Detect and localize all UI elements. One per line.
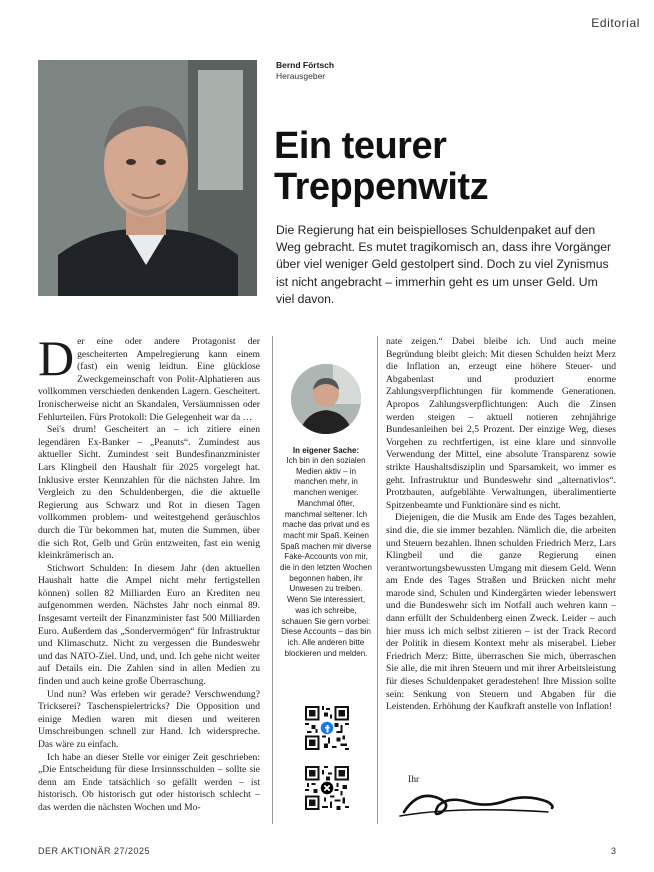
sidebar-title: In eigener Sache: bbox=[292, 446, 360, 455]
facebook-qr-code[interactable] bbox=[305, 706, 349, 750]
author-name: Bernd Förtsch bbox=[276, 60, 335, 70]
closing-salutation: Ihr bbox=[408, 774, 420, 785]
paragraph: Und nun? Was erleben wir gerade? Verschwendung? Trickserei? Taschenspielertricks? Die Opposition und einige Medien waren mit diesen und weiteren Umschreibungen schnell zur Hand. Ich widerspreche. Das wäre zu einfach. bbox=[38, 688, 260, 750]
headline-line-1: Ein teurer bbox=[274, 125, 447, 167]
lead-paragraph: Die Regierung hat ein beispielloses Schuldenpaket auf den Weg gebracht. Es mutet tragikomisch an, dass ihre Vorgänger über viel weniger Geld gestolpert sind. Doch zu viel Zynismus ist nicht angebracht – immerhin geht es um unser Geld. Um viel davon. bbox=[276, 223, 612, 306]
section-label: Editorial bbox=[591, 16, 640, 30]
x-qr-code[interactable] bbox=[305, 766, 349, 810]
paragraph: Ich habe an dieser Stelle vor einiger Zeit geschrieben: „Die Entscheidung für diese Irrsinnsschulden – sollte sie denn am Ende tatsächlich so gefällt werden – ist historisch. Ob historisch gut oder historisch schlecht – das werden die nächsten Wochen und Mo- bbox=[38, 751, 260, 813]
article-column-right bbox=[386, 336, 616, 714]
footer-publication: DER AKTIONÄR 27/2025 bbox=[38, 846, 151, 856]
paragraph: nate zeigen.“ Dabei bleibe ich. Und auch meine Begründung bleibt gleich: Mit diesen Schulden heizt Merz die Inflation an, erzeugt eine höhere Steuer- und Abgabenlast und produziert enorme Zahlungsverpflichtungen für kommende Generationen. Apropos Zahlungsverpflichtungen: Auch die Zinsen werden steigen – aktuell notieren zehnjährige Bundesanleihen bei 2,5 Prozent. Der einzige Weg, dieses Vorgehen zu rechtfertigen, ist eine klare und sinnvolle Verwendung der Mittel, eine absolute Transparenz sowie strikte Haushaltsdisziplin und Sparsamkeit, wo immer es geht. Infrastruktur und Bundeswehr sind „alternativlos“. Protzbauten, aufgeblähte Verwaltungen, überalimentierte Spitzenbeamte und Funktionäre sind es nicht. bbox=[386, 336, 616, 511]
headline-line-2: Treppenwitz bbox=[274, 166, 489, 208]
author-role: Herausgeber bbox=[276, 71, 326, 81]
paragraph: Der eine oder andere Protagonist der gescheiterten Ampelregierung kann einem (fast) ein wenig leidtun. Eine glücklose Zweckgemeinschaft von Polit-Alphatieren aus vollkommen verschieden denkenden Lagern. Gescheitert. Ironischerweise nicht an Skandalen, Versäumnissen oder Fehlurteilen. Fürs Protokoll: Die Gelegenheit war da … bbox=[38, 330, 260, 423]
drop-cap: D bbox=[38, 330, 75, 386]
sidebar-photo bbox=[291, 364, 361, 434]
column-divider bbox=[272, 336, 273, 824]
paragraph: Diejenigen, die die Musik am Ende des Tages bezahlen, sind die, die sie immer bezahlen. Nämlich die, die arbeiten und Steuern bezahlen. Ihnen schulden Friedrich Merz, Lars Klingbeil und die ganze Regierung einen verantwortungsbewussten Umgang mit diesem Geld. Wenn am Ende des Tages Straßen und Brücken nicht mehr marode sind, Schulen und Kindergärten wieder lebenswert und die Bundeswehr sich im Notfall auch wehren kann – dann erfüllt der Schuldenberg einen Zweck. Leider – auch hier muss ich mich selbst zitieren – ist der Track Record der Politik in diesem Kontext mehr als miserabel. Lieber Friedrich Merz: Bitte, überraschen Sie mich, überraschen Sie alle, die mit ihren Steuern und mit ihrer Arbeitsleistung für dieses Schuldenpaket geradestehen! Ihre Mission sollte sein: Senkung von Steuern und Abgaben für die Leistenden. Erhöhung der Kaufkraft anstelle von Inflation! bbox=[386, 512, 616, 713]
paragraph: Sei's drum! Gescheitert an – ich zitiere einen legendären Ex-Banker – „Peanuts“. Zumindest aus aktueller Sicht. Zumindest seit Bundesfinanzminister Lars Klingbeil den Haushalt für 2025 vorgelegt hat. Inklusive erster Kennzahlen für die nächsten Jahre. Im Vergleich zu den Schuldenbergen, die die aktuelle Regierung aus Schwarz und Rot in diesen Tagen vollkommen problem- und weitestgehend geräuschlos durch die Tür bekommen hat, muten die Summen, über die sich Rot, Gelb und Grün entzweiten, fast ein wenig kleinkrämerisch an. bbox=[38, 424, 260, 562]
article-column-left bbox=[38, 330, 260, 815]
headline bbox=[274, 126, 614, 208]
sidebar-text: Ich bin in den sozialen Medien aktiv – in manchen mehr, in manchen weniger. Manchmal öfter, manchmal seltener. Ich mache das privat und es macht mir Spaß. Keinen Spaß machen mir diverse Fake-Accounts von mir, die in den letzten Wochen begonnen haben, ihr Unwesen zu treiben. Wenn Sie interessiert, was ich schreibe, schauen Sie gern vorbei: Diese Accounts – das bin ich. Alle anderen bitte blockieren und melden. bbox=[280, 456, 372, 658]
author-portrait bbox=[38, 60, 257, 296]
handwritten-signature bbox=[398, 776, 558, 820]
paragraph: Stichwort Schulden: In diesem Jahr (den aktuellen Haushalt hatte die Ampel nicht mehr fertigstellen können) sollen 82 Milliarden Euro an Krediten neu aufgenommen werden. Nächstes Jahr noch einmal 89. Insgesamt verteilt der Finanzminister fast 500 Milliarden Euro. Außerdem das „Sondervermögen“ für Infrastruktur und Klimaschutz. Nicht zu vergessen die Bundeswehr und das NATO-Ziel. Und, und, und. Ich gehe nicht weiter auf Details ein. Die Zahlen sind in allen Medien zu finden und auch keine große Überraschung. bbox=[38, 562, 260, 688]
page-number: 3 bbox=[610, 846, 616, 856]
column-divider bbox=[377, 336, 378, 824]
